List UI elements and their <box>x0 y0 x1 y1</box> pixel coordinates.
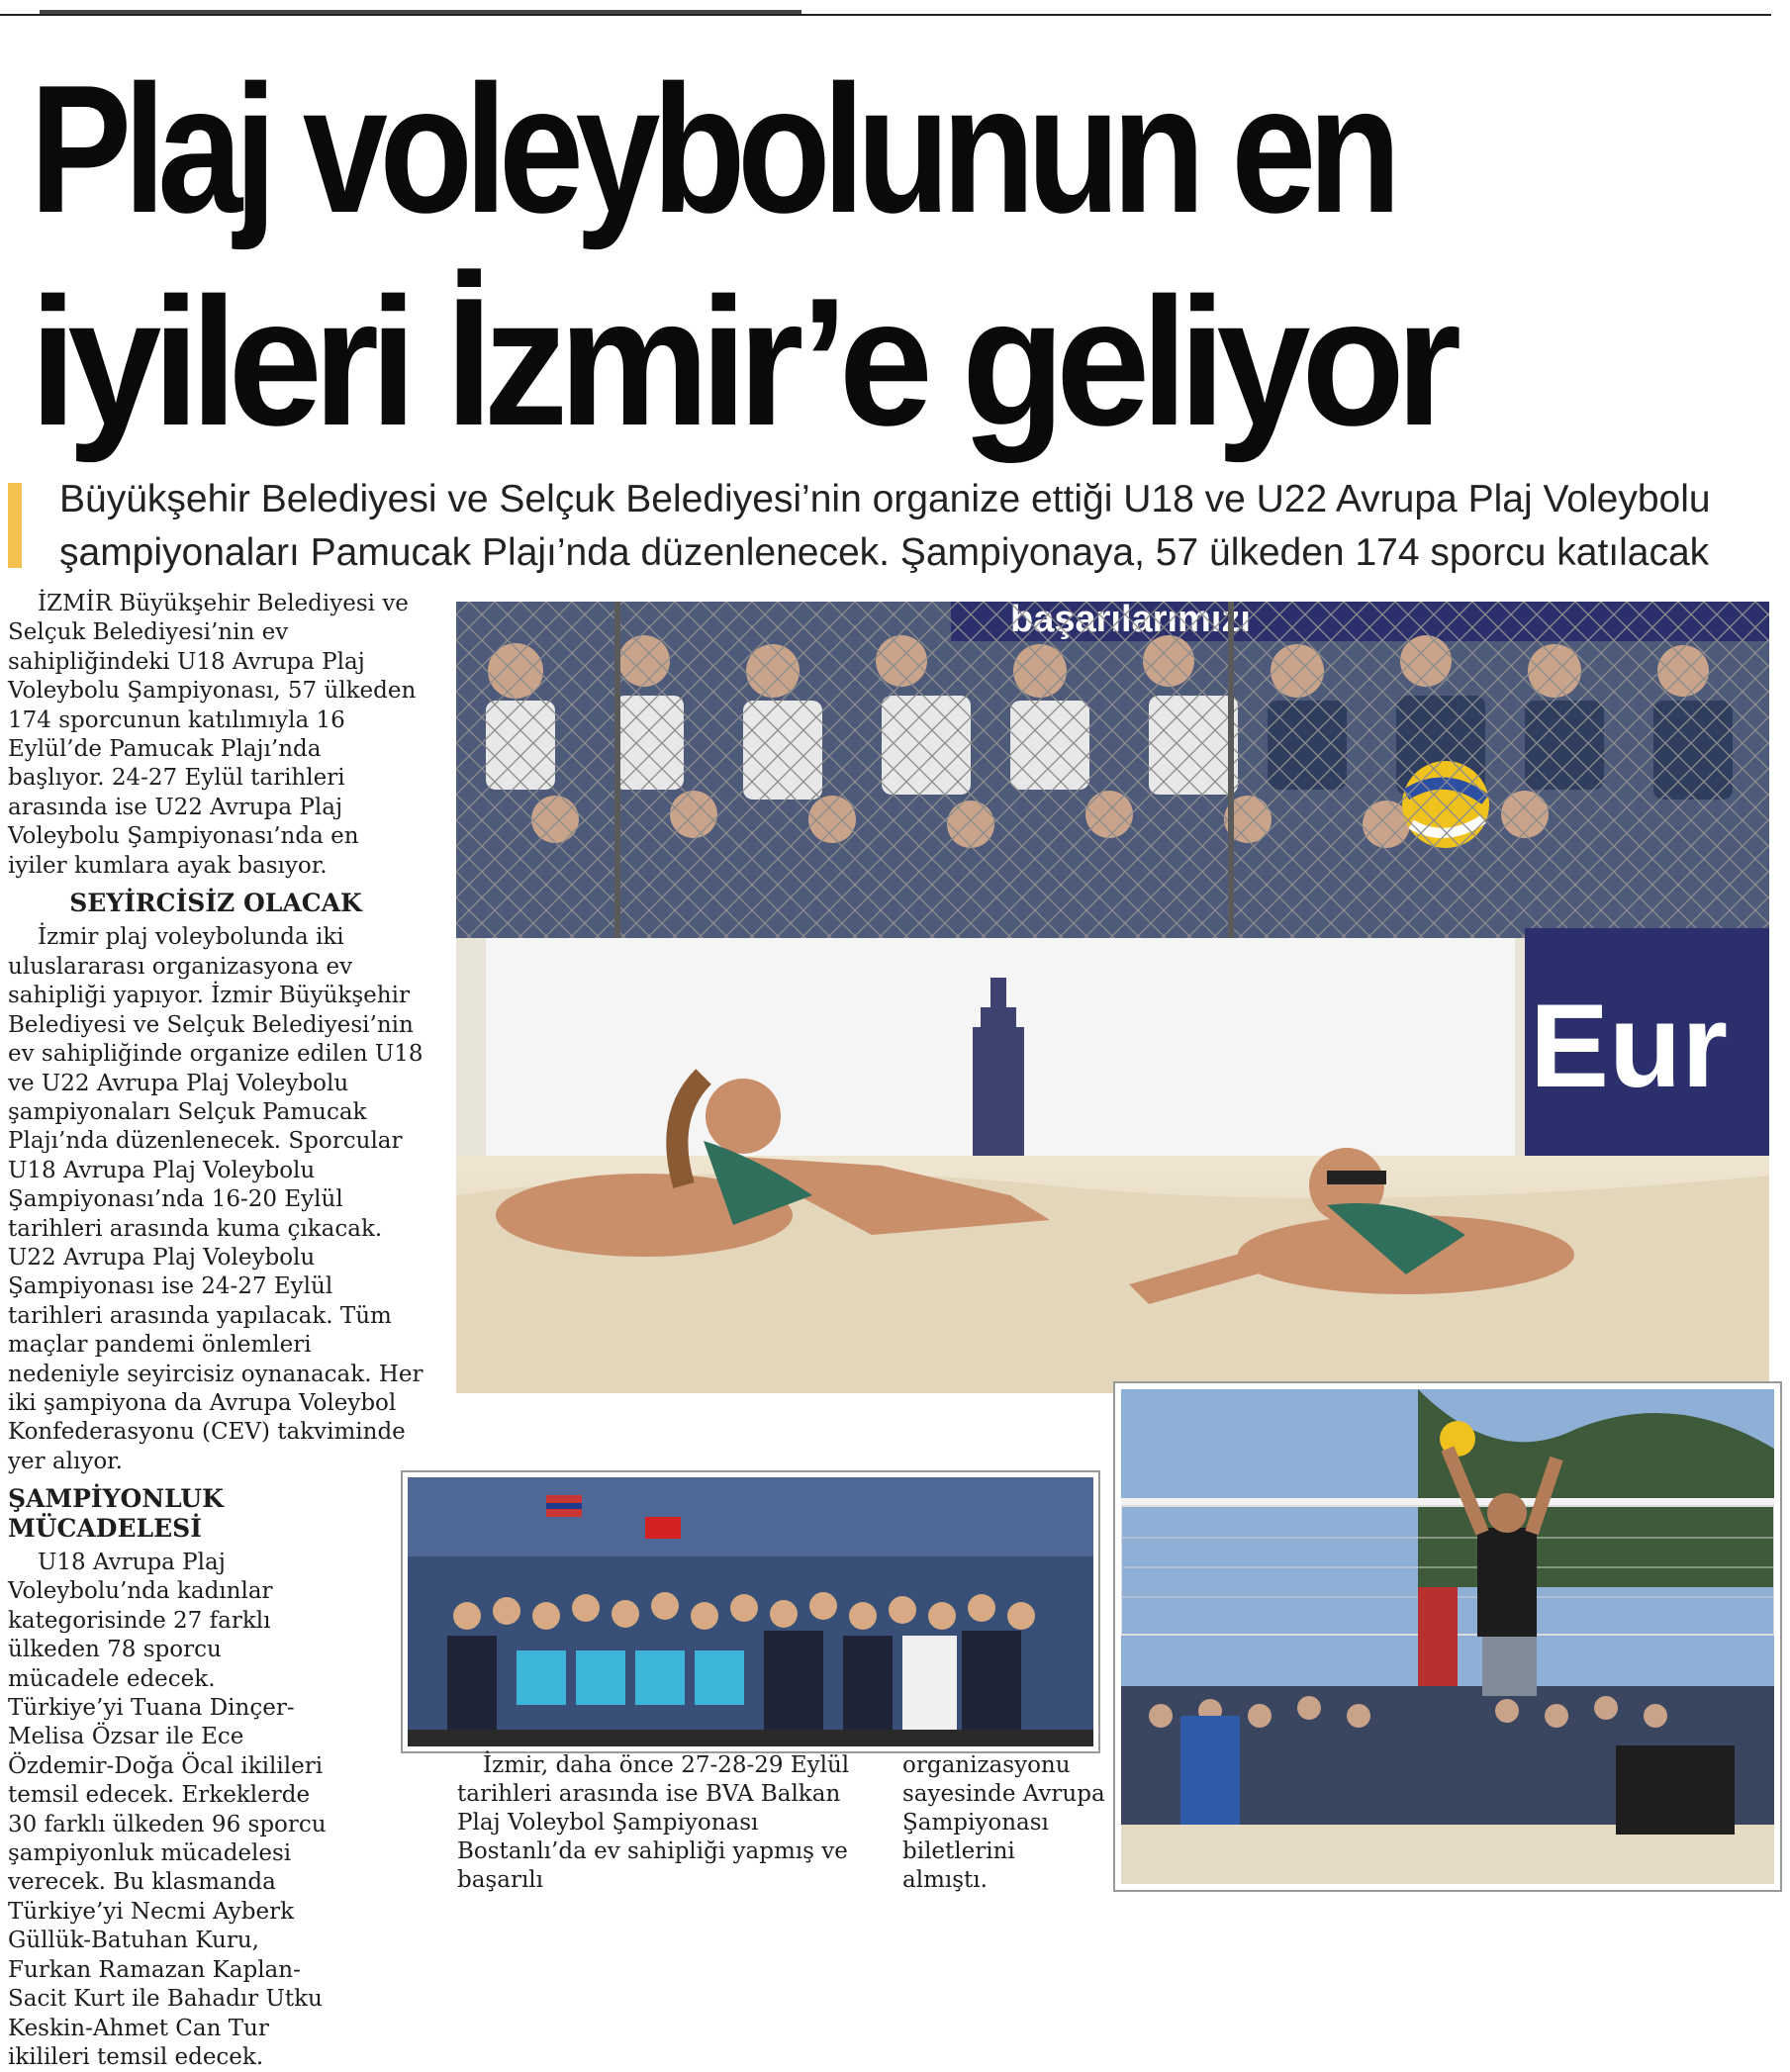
photo-team-art <box>408 1477 1093 1746</box>
article-intro: İZMİR Büyükşehir Belediyesi ve Selçuk Belediyesi’nin ev sahipliğindeki U18 Avrupa Plaj Voleybolu Şampiyonası, 57 ülkeden 174 sporcunun katılımıyla 16 Eylül’de Pamucak Plajı’nda başlıyor. 24-27 Eylül tarihleri arasında ise U22 Avrupa Plaj Voleybolu Şampiyonası’nda en iyiler kumlara ayak basıyor. <box>8 591 417 879</box>
deck-line-1: Büyükşehir Belediyesi ve Selçuk Belediyesi’nin organize ettiği U18 ve U22 Avrupa Plaj Voleybolu <box>59 478 1711 520</box>
deck <box>59 473 1781 580</box>
subhead-seyircisiz: SEYİRCİSİZ OLACAK <box>69 889 362 918</box>
article-column-left <box>8 590 424 2072</box>
bottom-right-text: organizasyonu sayesinde Avrupa Şampiyonası biletlerini almıştı. <box>902 1752 1105 1893</box>
deck-accent-bar <box>8 483 22 568</box>
bottom-middle-text: İzmir, daha önce 27-28-29 Eylül tarihleri arasında ise BVA Balkan Plaj Voleybol Şampiyonası Bostanlı’da ev sahipliği yapmış ve başarılı <box>457 1752 850 1893</box>
headline-line-1: Plaj voleybolunun en <box>30 47 1393 250</box>
top-rule <box>0 14 1771 16</box>
article-para-1: İzmir plaj voleybolunda iki uluslararası organizasyona ev sahipliği yapıyor. İzmir Büyükşehir Belediyesi ve Selçuk Belediyesi’nin ev sahipliğinde organize edilen U18 ve U22 Avrupa Plaj Voleybolu şampiyonaları Selçuk Pamucak Plajı’nda düzenlenecek. Sporcular U18 Avrupa Plaj Voleybolu Şampiyonası’nda 16-20 Eylül tarihleri arasında kuma çıkacak. U22 Avrupa Plaj Voleybolu Şampiyonası ise 24-27 Eylül tarihleri arasında yapılacak. Tüm maçlar pandemi önlemleri nedeniyle seyircisiz oynanacak. Her iki şampiyona da Avrupa Voleybol Konfederasyonu (CEV) takviminde yer alıyor. <box>8 924 424 1474</box>
headline-line-2: iyileri İzmir’e geliyor <box>30 259 1453 463</box>
article-para-2: U18 Avrupa Plaj Voleybolu’nda kadınlar kategorisinde 27 farklı ülkeden 78 sporcu mücadele edecek. Türkiye’yi Tuana Dinçer-Melisa Özsar ile Ece Özdemir-Doğa Öcal ikilileri temsil edecek. Erkeklerde 30 farklı ülkeden 96 sporcu şampiyonluk mücadelesi verecek. Bu klasmanda Türkiye’yi Necmi Ayberk Güllük-Batuhan Kuru, Furkan Ramazan Kaplan-Sacit Kurt ile Bahadır Utku Keskin-Ahmet Can Tur ikilileri temsil edecek. <box>8 1550 327 2070</box>
deck-line-2: şampiyonaları Pamucak Plajı’nda düzenlenecek. Şampiyonaya, 57 ülkeden 174 sporcu katılacak <box>59 531 1710 574</box>
photo-men-net-action <box>1115 1383 1780 1890</box>
subhead-sampiyonluk: ŞAMPİYONLUK MÜCADELESİ <box>8 1484 224 1543</box>
photo-action-art <box>1121 1389 1774 1884</box>
photo-main-art <box>456 602 1769 1393</box>
bottom-caption-right <box>902 1751 1105 1895</box>
photo-team-celebration <box>403 1472 1098 1751</box>
bottom-caption-middle <box>457 1751 873 1895</box>
photo-banner-right-text: Eur <box>1530 980 1729 1112</box>
photo-beach-volleyball-dive <box>456 602 1769 1393</box>
